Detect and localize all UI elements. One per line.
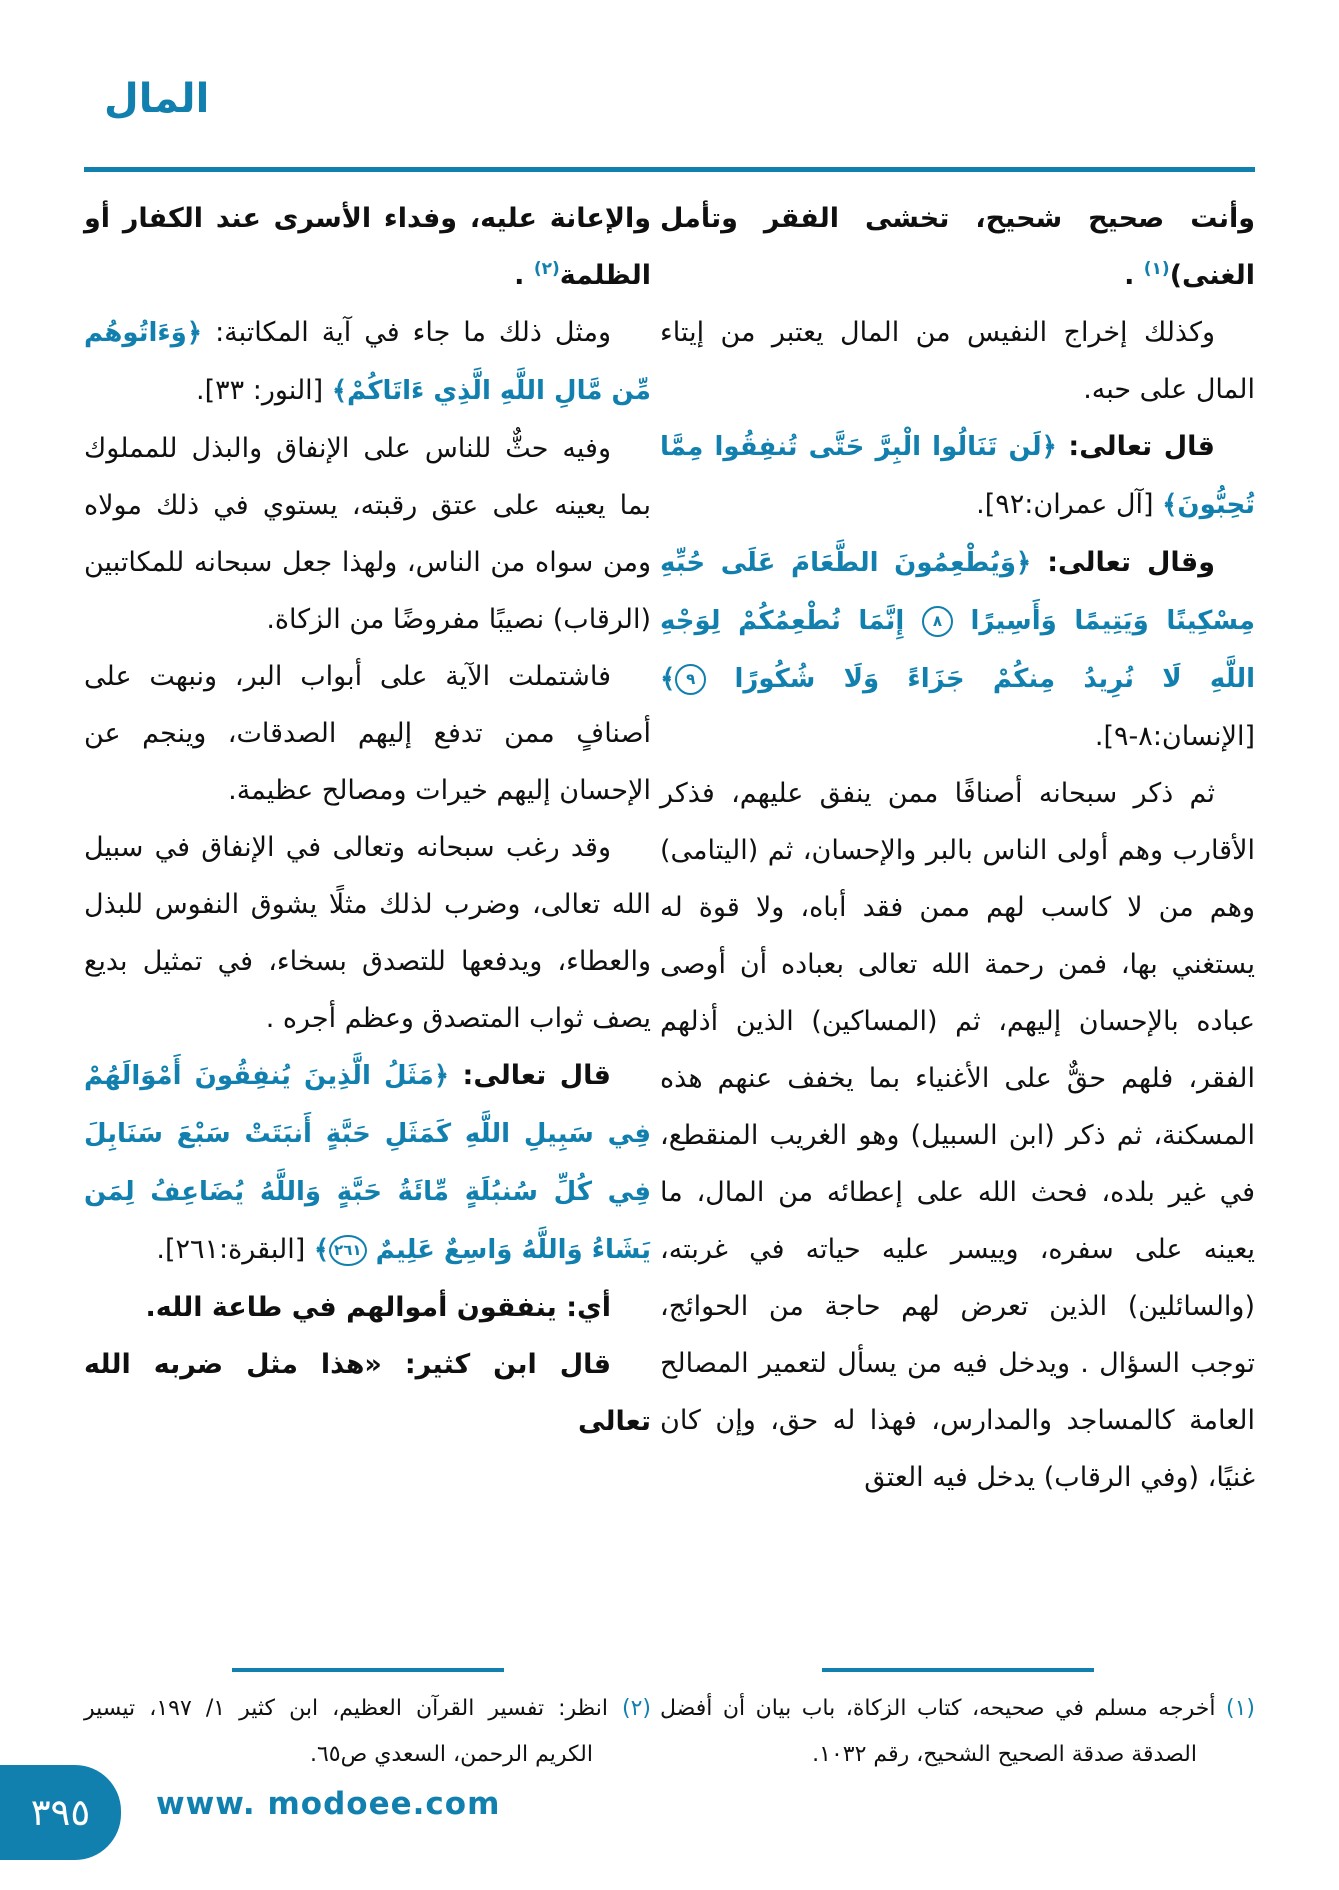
text-run: ثم ذكر سبحانه أصنافًا ممن ينفق عليهم، فذكر الأقارب وهم أولى الناس بالبر والإحسان، ثم (اليتامى) وهم من لا كاسب لهم ممن فقد أباه، ولا قوة له يستغني بها، فمن رحمة الله تعالى بعباده أن أوصى عباده بالإحسان إليهم، ثم (المساكين) الذين أذلهم الفقر، فلهم حقٌّ على الأغنياء بما يخفف عنهم هذه المسكنة، ثم ذكر (ابن السبيل) وهو الغريب المنقطع، في غير بلده، فحث الله على إعطائه من المال، ما يعينه على سفره، وييسر عليه حياته في غربته، (والسائلين) الذين تعرض لهم حاجة من الحوائج، توجب السؤال . ويدخل فيه من يسأل لتعمير المصالح العامة كالمساجد والمدارس، فهذا له حق، وإن كان غنيًا، (وفي الرقاب) يدخل فيه العتق <box>660 778 1255 1493</box>
paragraph <box>660 765 1255 1506</box>
quran-verse: ﴿لَن تَنَالُوا الْبِرَّ حَتَّى تُنفِقُوا مِمَّا تُحِبُّونَ﴾ <box>660 432 1255 520</box>
page-number-badge <box>0 1765 121 1860</box>
column-body <box>660 190 1255 1660</box>
footnotes <box>84 1686 651 1778</box>
paragraph <box>84 819 651 1047</box>
footnote-divider <box>822 1668 1094 1672</box>
paragraph <box>660 418 1255 534</box>
quran-verse: ﴿وَيُطْعِمُونَ الطَّعَامَ عَلَى حُبِّهِ مِسْكِينًا وَيَتِيمًا وَأَسِيرًا <box>660 548 1255 636</box>
ayah-number: ٢٦١ <box>329 1235 366 1266</box>
footnotes-block <box>660 1660 1255 1778</box>
quran-verse: إِنَّمَا نُطْعِمُكُمْ لِوَجْهِ اللَّهِ لَا نُرِيدُ مِنكُمْ جَزَاءً وَلَا شُكُورًا <box>660 606 1255 694</box>
paragraph <box>84 1279 651 1336</box>
footnote: (١) أخرجه مسلم في صحيحه، كتاب الزكاة، باب بيان أن أفضل الصدقة صدقة الصحيح الشحيح، رقم ١٠٣٢. <box>660 1696 1255 1767</box>
text-run: . <box>514 260 534 291</box>
quran-verse: ﴿وَءَاتُوهُم مِّن مَّالِ اللَّهِ الَّذِي ءَاتَاكُمْ﴾ <box>84 318 651 406</box>
footnote-marker: (١) <box>1215 1696 1255 1721</box>
text-run: وقال تعالى: <box>1031 547 1215 578</box>
paragraph <box>660 534 1255 765</box>
paragraph <box>84 190 651 304</box>
text-run: وكذلك إخراج النفيس من المال يعتبر من إيتاء المال على حبه. <box>660 317 1255 405</box>
paragraph <box>84 420 651 648</box>
paragraph <box>84 1047 651 1279</box>
paragraph <box>660 190 1255 304</box>
ayah-number: ٩ <box>675 664 706 695</box>
page-number: ٣٩٥ <box>30 1791 91 1834</box>
text-run: فاشتملت الآية على أبواب البر، ونبهت على أصنافٍ ممن تدفع إليهم الصدقات، وينجم عن الإحسان إليهم خيرات ومصالح عظيمة. <box>84 661 651 806</box>
text-run: ومثل ذلك ما جاء في آية المكاتبة: <box>202 317 611 348</box>
text-run: [البقرة:٢٦١]. <box>156 1234 314 1265</box>
page-title: المال <box>104 76 210 122</box>
text-run: [النور: ٣٣]. <box>196 375 332 406</box>
paragraph <box>84 648 651 819</box>
text-run: وفيه حثٌّ للناس على الإنفاق والبذل للمملوك بما يعينه على عتق رقبته، يستوي في ذلك مولاه ومن سواه من الناس، ولهذا جعل سبحانه للمكاتبين (الرقاب) نصيبًا مفروضًا من الزكاة. <box>84 433 651 635</box>
footnote-divider <box>232 1668 504 1672</box>
footnote: (٢) انظر: تفسير القرآن العظيم، ابن كثير ١/ ١٩٧، تيسير الكريم الرحمن، السعدي ص٦٥. <box>84 1696 652 1767</box>
header-divider <box>84 167 1255 172</box>
footnote-ref: (٢) <box>533 259 560 279</box>
text-run: وقد رغب سبحانه وتعالى في الإنفاق في سبيل الله تعالى، وضرب لذلك مثلًا يشوق النفوس للبذل والعطاء، ويدفعها للتصدق بسخاء، في تمثيل بديع يصف ثواب المتصدق وعظم أجره . <box>84 832 651 1034</box>
paragraph <box>84 1336 651 1450</box>
text-run: [الإنسان:٨-٩]. <box>1094 721 1255 752</box>
text-run: قال تعالى: <box>1056 431 1215 462</box>
text-run: . <box>1124 260 1144 291</box>
column-body <box>84 190 651 1660</box>
column-left <box>84 190 651 1778</box>
text-run: [آل عمران:٩٢]. <box>976 489 1163 520</box>
text-run: أي: ينفقون أموالهم في طاعة الله. <box>145 1292 611 1323</box>
footnotes <box>660 1686 1255 1778</box>
paragraph <box>660 304 1255 418</box>
text-run: قال ابن كثير: «هذا مثل ضربه الله تعالى <box>84 1349 651 1437</box>
text-run: قال تعالى: <box>449 1060 611 1091</box>
footnotes-block <box>84 1660 651 1778</box>
paragraph <box>84 304 651 420</box>
footnote-marker: (٢) <box>607 1696 652 1721</box>
quran-verse: ﴾ <box>313 1235 330 1265</box>
column-right <box>660 190 1255 1778</box>
text-columns <box>84 190 1255 1778</box>
quran-verse: ﴾ <box>660 664 676 694</box>
footnote-ref: (١) <box>1143 259 1170 279</box>
text-run: وأنت صحيح شحيح، تخشى الفقر وتأمل الغنى) <box>660 203 1255 291</box>
quran-verse: ﴿مَثَلُ الَّذِينَ يُنفِقُونَ أَمْوَالَهُمْ فِي سَبِيلِ اللَّهِ كَمَثَلِ حَبَّةٍ أَنبَتَتْ سَبْعَ سَنَابِلَ فِي كُلِّ سُنبُلَةٍ مِّائَةُ حَبَّةٍ وَاللَّهُ يُضَاعِفُ لِمَن يَشَاءُ وَاللَّهُ وَاسِعٌ عَلِيمٌ <box>84 1061 651 1265</box>
ayah-number: ٨ <box>922 606 953 637</box>
website-text: www. modoee.com <box>156 1786 501 1822</box>
text-run: والإعانة عليه، وفداء الأسرى عند الكفار أو الظلمة <box>84 203 651 291</box>
